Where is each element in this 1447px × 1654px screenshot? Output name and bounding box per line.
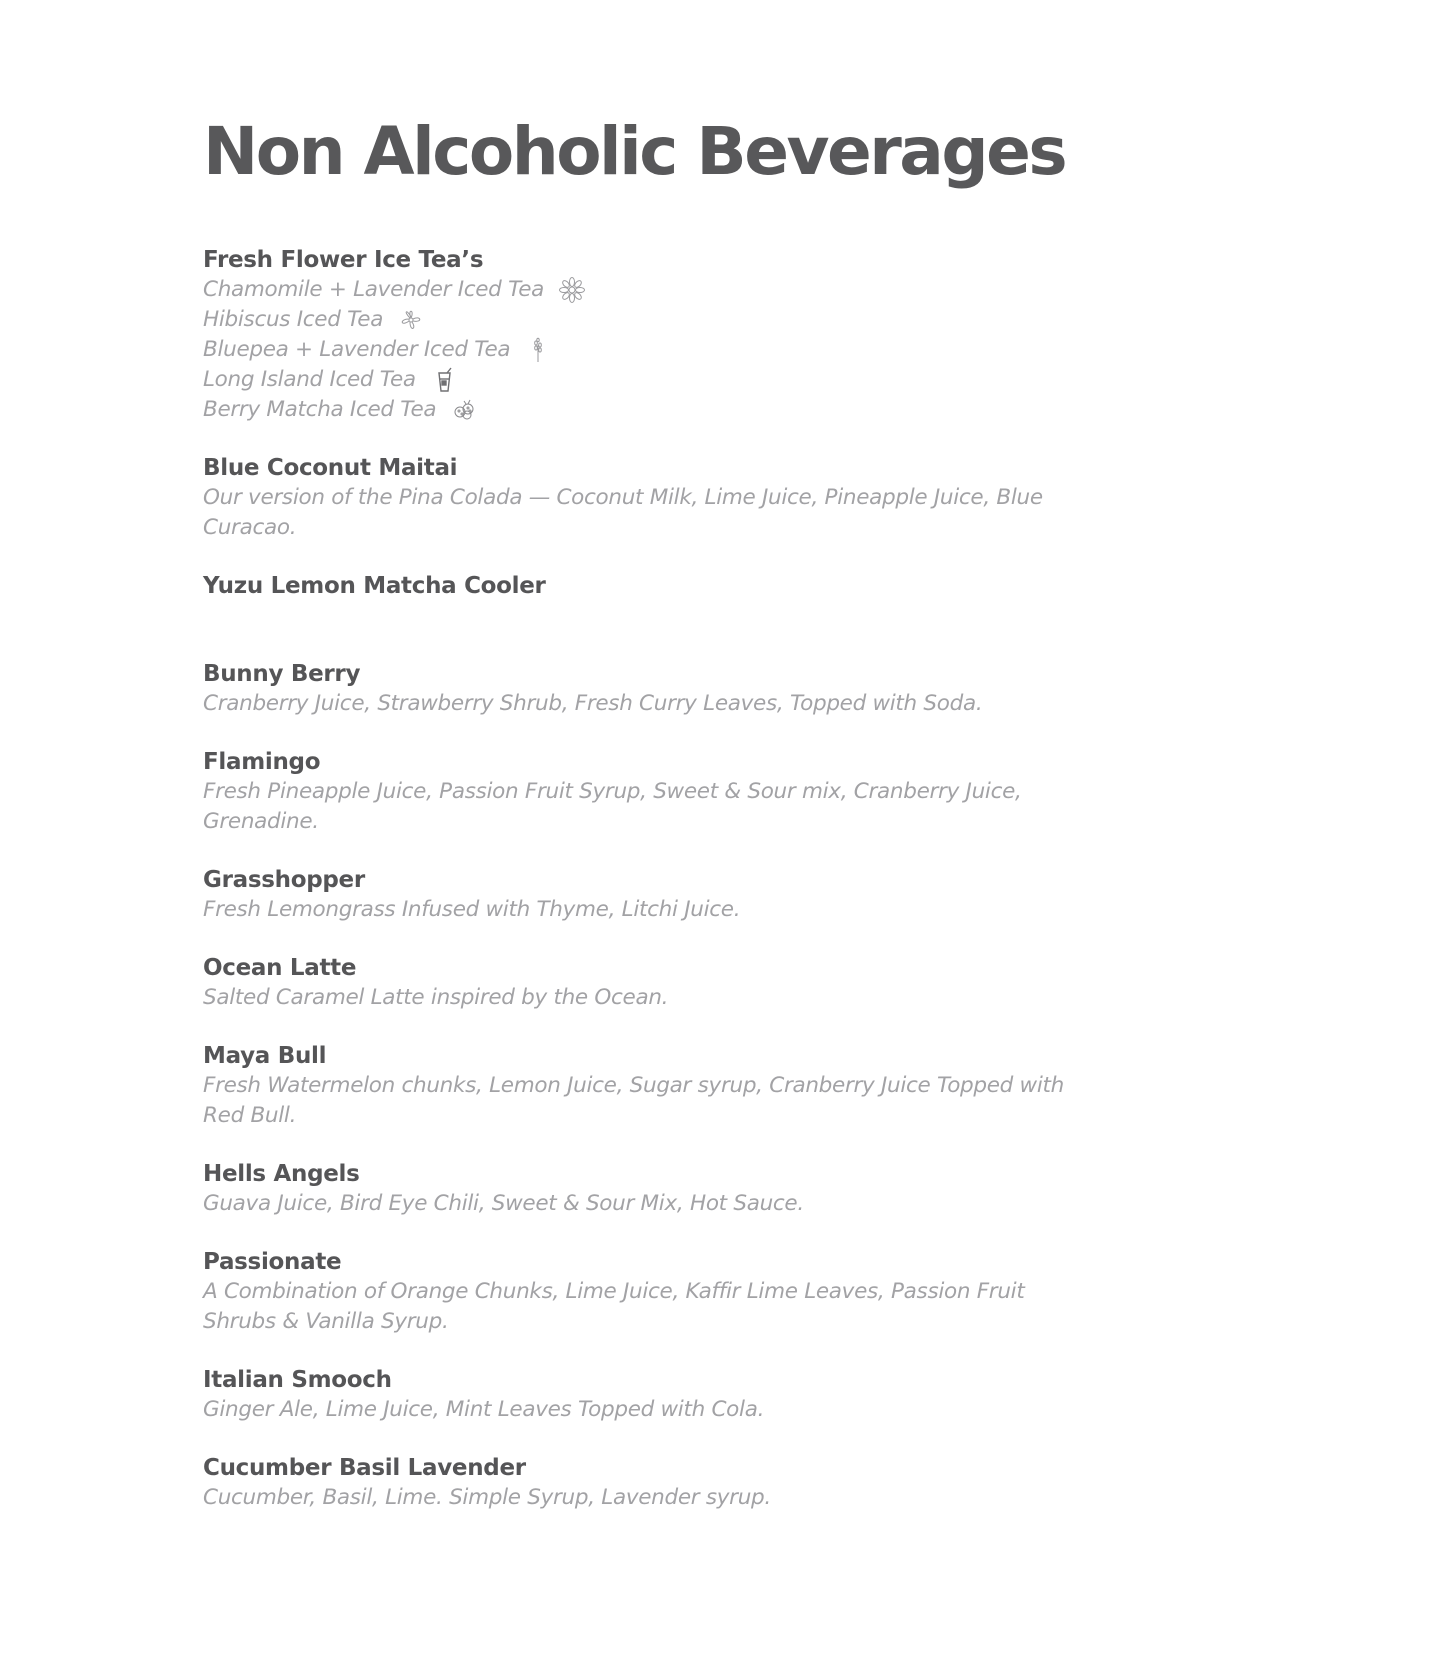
- drink-flamingo: [203, 747, 1103, 837]
- list-item: [203, 395, 1103, 425]
- fresh-flower-section: [203, 245, 1103, 425]
- berries-icon: [450, 397, 478, 423]
- drink-maya-bull: [203, 1041, 1103, 1131]
- page-title: Non Alcoholic Beverages: [203, 113, 1066, 190]
- drink-passionate: [203, 1247, 1103, 1337]
- item-description: Cranberry Juice, Strawberry Shrub, Fresh Curry Leaves, Topped with Soda.: [203, 691, 983, 717]
- list-item: [203, 305, 1103, 335]
- item-name: Grasshopper: [203, 867, 365, 894]
- item-name: Flamingo: [203, 749, 321, 776]
- chamomile-flower-icon: [558, 277, 586, 303]
- drink-ocean-latte: [203, 953, 1103, 1013]
- item-description: Fresh Lemongrass Infused with Thyme, Litchi Juice.: [203, 897, 741, 923]
- tea-label: Long Island Iced Tea: [203, 367, 416, 393]
- list-item: [203, 275, 1103, 305]
- list-item: [203, 365, 1103, 395]
- drink-hells-angels: [203, 1159, 1103, 1219]
- item-name: Cucumber Basil Lavender: [203, 1455, 526, 1482]
- item-name: Ocean Latte: [203, 955, 357, 982]
- item-description: Our version of the Pina Colada — Coconut Milk, Lime Juice, Pineapple Juice, Blue Curacao.: [203, 485, 1043, 541]
- item-name: Italian Smooch: [203, 1367, 392, 1394]
- item-description: Salted Caramel Latte inspired by the Ocean.: [203, 985, 669, 1011]
- item-name: Hells Angels: [203, 1161, 360, 1188]
- item-description: Guava Juice, Bird Eye Chili, Sweet & Sour Mix, Hot Sauce.: [203, 1191, 804, 1217]
- tea-list: [203, 275, 1103, 425]
- list-item: [203, 335, 1103, 365]
- item-description: Ginger Ale, Lime Juice, Mint Leaves Topped with Cola.: [203, 1397, 765, 1423]
- item-description: Cucumber, Basil, Lime. Simple Syrup, Lavender syrup.: [203, 1485, 771, 1511]
- item-description: Fresh Watermelon chunks, Lemon Juice, Sugar syrup, Cranberry Juice Topped with Red Bull.: [203, 1073, 1064, 1129]
- item-name: Passionate: [203, 1249, 342, 1276]
- drink-cucumber-basil-lavender: [203, 1453, 1103, 1513]
- menu-page: [203, 112, 1103, 1513]
- tea-label: Berry Matcha Iced Tea: [203, 397, 437, 423]
- tea-label: Chamomile + Lavender Iced Tea: [203, 277, 545, 303]
- drink-yuzu-lemon-matcha-cooler: [203, 571, 1103, 601]
- item-description: Fresh Pineapple Juice, Passion Fruit Syrup, Sweet & Sour mix, Cranberry Juice, Grenadine.: [203, 779, 1022, 835]
- drink-blue-coconut-maitai: [203, 453, 1103, 543]
- item-name: Yuzu Lemon Matcha Cooler: [203, 573, 546, 600]
- drink-grasshopper: [203, 865, 1103, 925]
- lavender-sprig-icon: [524, 337, 552, 363]
- tea-label: Bluepea + Lavender Iced Tea: [203, 337, 511, 363]
- item-name: Maya Bull: [203, 1043, 327, 1070]
- hibiscus-flower-icon: [397, 307, 425, 333]
- item-description: A Combination of Orange Chunks, Lime Juice, Kaffir Lime Leaves, Passion Fruit Shrubs & Vanilla Syrup.: [203, 1279, 1025, 1335]
- iced-glass-icon: [430, 367, 458, 393]
- item-name: Blue Coconut Maitai: [203, 455, 458, 482]
- item-name: Bunny Berry: [203, 661, 361, 688]
- item-name: Fresh Flower Ice Tea’s: [203, 247, 484, 274]
- drink-bunny-berry: [203, 659, 1103, 719]
- tea-label: Hibiscus Iced Tea: [203, 307, 384, 333]
- drink-italian-smooch: [203, 1365, 1103, 1425]
